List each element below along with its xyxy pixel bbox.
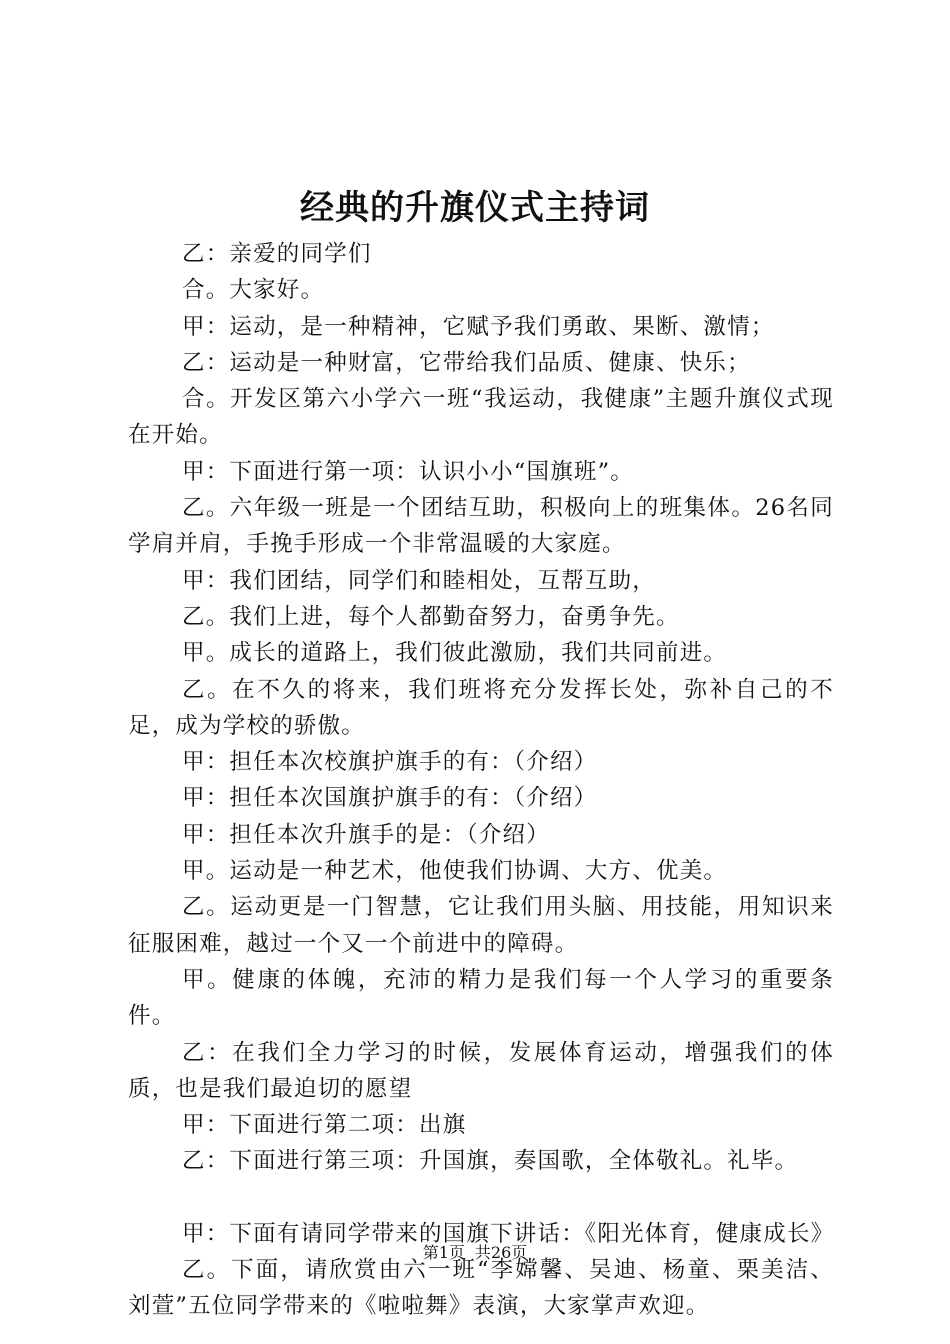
paragraph: 乙。运动更是一门智慧，它让我们用头脑、用技能，用知识来征服困难，越过一个又一个前进中的障碍。: [128, 894, 834, 957]
paragraph: 甲。成长的道路上，我们彼此激励，我们共同前进。: [182, 640, 728, 667]
paragraph: 甲：下面进行第二项：出旗: [182, 1112, 467, 1139]
page-footer: [0, 1241, 950, 1265]
paragraph: 甲：下面有请同学带来的国旗下讲话：《阳光体育，健康成长》: [182, 1220, 835, 1247]
paragraph: 甲：我们团结，同学们和睦相处，互帮互助，: [182, 567, 657, 594]
document-body: [128, 236, 834, 1325]
paragraph: 乙：运动是一种财富，它带给我们品质、健康、快乐；: [182, 349, 751, 376]
paragraph: 合。开发区第六小学六一班“我运动，我健康”主题升旗仪式现在开始。: [128, 386, 834, 449]
page-total: 共26页: [474, 1243, 528, 1262]
paragraph: 乙。六年级一班是一个团结互助，积极向上的班集体。26名同学肩并肩，手挽手形成一个非常温暖的大家庭。: [128, 495, 834, 558]
paragraph: 乙：亲爱的同学们: [182, 241, 372, 267]
paragraph: 合。大家好。: [182, 277, 325, 304]
page-number: 第1页: [422, 1243, 465, 1262]
paragraph: 甲：担任本次升旗手的是：（介绍）: [182, 821, 550, 848]
paragraph: 乙：下面进行第三项：升国旗，奏国歌，全体敬礼。礼毕。: [182, 1148, 799, 1175]
paragraph: 甲。健康的体魄，充沛的精力是我们每一个人学习的重要条件。: [128, 966, 834, 1030]
paragraph: 甲：下面进行第一项：认识小小“国旗班”。: [182, 458, 635, 485]
paragraph: 乙。在不久的将来，我们班将充分发挥长处，弥补自己的不足，成为学校的骄傲。: [128, 676, 834, 739]
document-title: 经典的升旗仪式主持词: [300, 188, 650, 228]
paragraph: 乙：在我们全力学习的时候，发展体育运动，增强我们的体质，也是我们最迫切的愿望: [128, 1039, 834, 1102]
paragraph: 甲：担任本次校旗护旗手的有：（介绍）: [182, 749, 598, 776]
paragraph: 乙。下面，请欣赏由六一班“李嫦馨、吴迪、杨童、栗美洁、刘萱”五位同学带来的《啦啦舞》表演，大家掌声欢迎。: [128, 1257, 834, 1320]
paragraph: 甲。运动是一种艺术，他使我们协调、大方、优美。: [182, 858, 728, 885]
paragraph: 甲：担任本次国旗护旗手的有：（介绍）: [182, 785, 598, 812]
paragraph: 甲：运动，是一种精神，它赋予我们勇敢、果断、激情；: [182, 313, 775, 340]
paragraph: 乙。我们上进，每个人都勤奋努力，奋勇争先。: [182, 603, 680, 630]
